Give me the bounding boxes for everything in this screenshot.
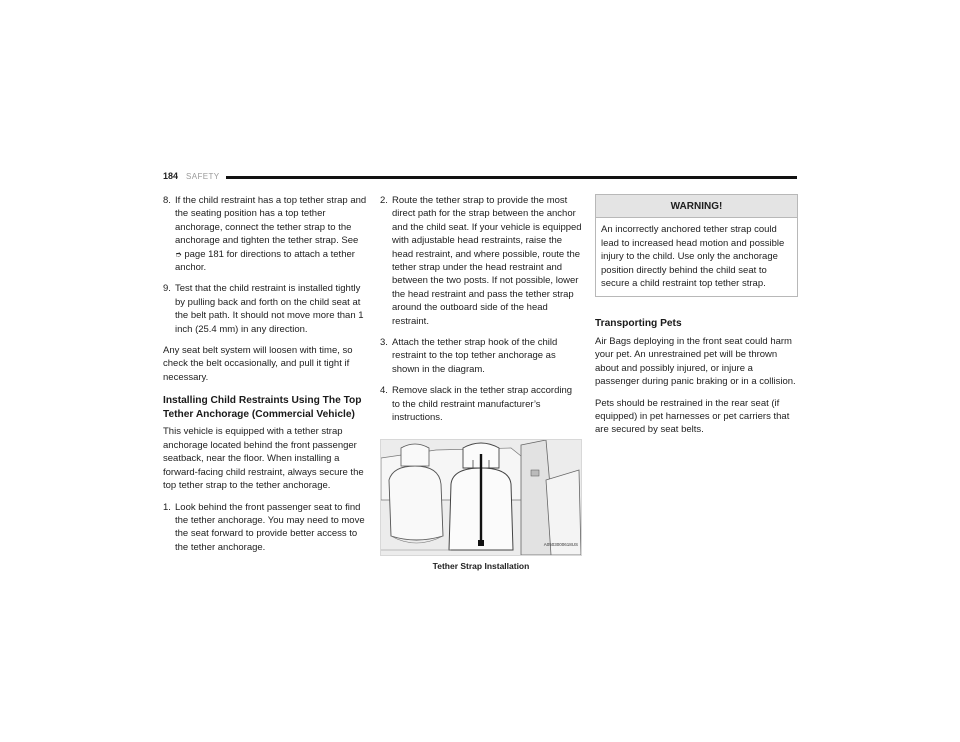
column-2 bbox=[380, 194, 582, 573]
page-ref-arrow-icon: ➮ bbox=[175, 249, 182, 259]
warning-title: WARNING! bbox=[596, 195, 797, 218]
list-text bbox=[175, 194, 367, 274]
list-item-3 bbox=[380, 336, 582, 376]
list-item-1 bbox=[163, 501, 367, 555]
section-heading: Installing Child Restraints Using The Top Tether Anchorage (Commercial Vehicle) bbox=[163, 395, 362, 420]
paragraph: Pets should be restrained in the rear seat (if equipped) in pet harnesses or pet carriers that are secured by seat belts. bbox=[595, 397, 790, 436]
list-number: 2. bbox=[380, 195, 388, 206]
figure-code: A0503000618US bbox=[543, 542, 578, 548]
header-rule bbox=[226, 176, 797, 179]
list-text: Look behind the front passenger seat to find the tether anchorage. You may need to move the seat forward to provide better access to the tether anchorage. bbox=[175, 501, 365, 553]
list-item-9 bbox=[163, 282, 367, 336]
page-ref-link[interactable]: page 181 bbox=[184, 248, 224, 260]
list-text: Attach the tether strap hook of the child restraint to the top tether anchorage as shown in the diagram. bbox=[392, 337, 558, 375]
list-number: 8. bbox=[163, 195, 171, 206]
list-item-2 bbox=[380, 194, 582, 328]
list-text: Test that the child restraint is installed tightly by pulling back and forth on the child seat at the belt path. It should not move more than 1 inch (25.4 mm) in any direction. bbox=[175, 283, 364, 335]
page-number: 184 bbox=[163, 171, 179, 181]
paragraph: Air Bags deploying in the front seat could harm your pet. An unrestrained pet will be thrown about and possibly injured, or injure a passenger during panic braking or in a collision. bbox=[595, 336, 796, 388]
list-item-8 bbox=[163, 194, 367, 274]
list-text: Route the tether strap to provide the most direct path for the strap between the anchor and the child seat. If your vehicle is equipped with adjustable head restraints, raise the head restraint, and where possible, route the tether strap under the head restraint and between the two posts. If not possible, lower the head restraint and pass the tether strap around the outboard side of the head restraint. bbox=[392, 195, 582, 327]
paragraph: Any seat belt system will loosen with time, so check the belt occasionally, and pull it tight if necessary. bbox=[163, 345, 353, 383]
list-text-part: If the child restraint has a top tether strap and the seating position has a top tether anchorage, connect the tether strap to the anchorage and tighten the tether strap. See bbox=[175, 195, 367, 247]
list-number: 4. bbox=[380, 385, 388, 397]
list-item-4 bbox=[380, 384, 582, 424]
paragraph: This vehicle is equipped with a tether strap anchorage located behind the front passenger seatback, near the floor. When installing a forward-facing child restraint, always secure the top tether strap to the tether anchorage. bbox=[163, 426, 364, 492]
list-number: 3. bbox=[380, 337, 388, 349]
tether-strap-illustration bbox=[380, 439, 582, 556]
column-3 bbox=[595, 194, 798, 445]
section-heading: Transporting Pets bbox=[595, 318, 682, 330]
section-title: SAFETY bbox=[186, 172, 220, 181]
list-text-part: for directions to attach a tether anchor. bbox=[175, 248, 355, 274]
column-1 bbox=[163, 194, 367, 562]
warning-box bbox=[595, 194, 798, 297]
figure-caption: Tether Strap Installation bbox=[432, 560, 530, 571]
list-number: 1. bbox=[163, 501, 171, 513]
list-number: 9. bbox=[163, 283, 171, 295]
list-text: Remove slack in the tether strap according to the child restraint manufacturer’s instructions. bbox=[392, 385, 573, 424]
warning-body: An incorrectly anchored tether strap could lead to increased head motion and possible injury to the child. Use only the anchorage position directly behind the child seat to secure a child restraint top tether strap. bbox=[601, 224, 785, 290]
